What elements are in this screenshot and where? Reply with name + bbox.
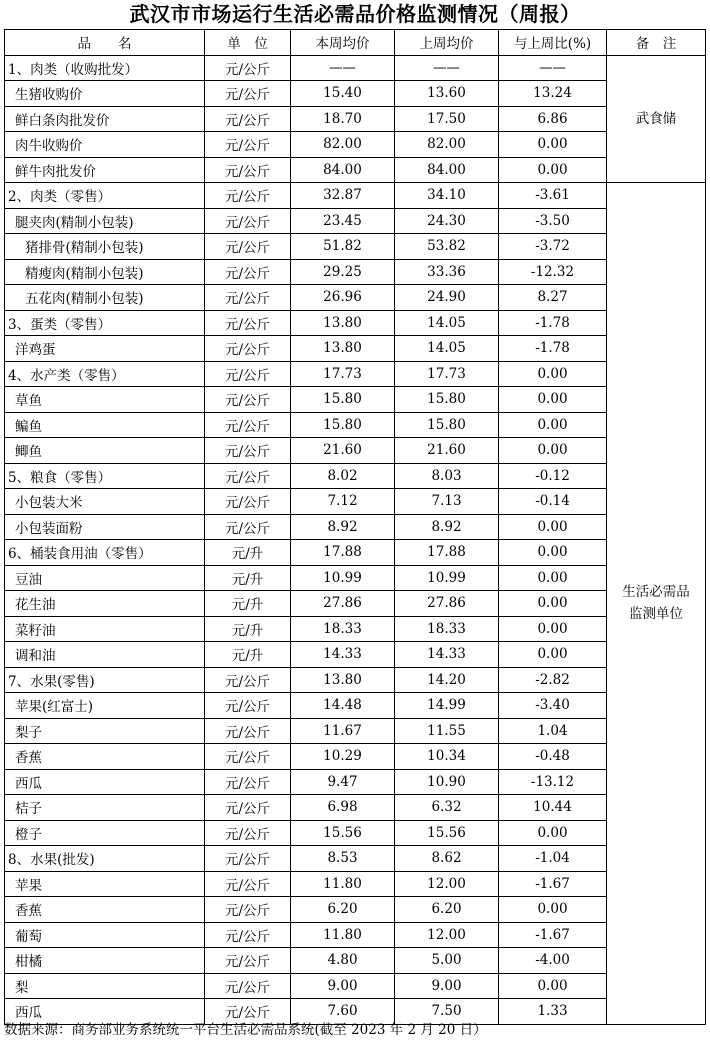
this-week-price-cell: 26.96 — [291, 285, 395, 311]
item-name-cell: 香蕉 — [5, 744, 205, 770]
last-week-price-cell: 7.13 — [395, 489, 499, 515]
last-week-price-cell: —— — [395, 55, 499, 81]
last-week-price-cell: 21.60 — [395, 438, 499, 464]
note-cell-wushichu: 武食储 — [607, 55, 706, 183]
change-percent-cell: 0.00 — [499, 565, 607, 591]
item-name-cell: 苹果(红富士) — [5, 693, 205, 719]
table-row — [5, 820, 706, 846]
change-percent-cell: -1.67 — [499, 871, 607, 897]
change-percent-cell: -12.32 — [499, 259, 607, 285]
price-table — [4, 29, 706, 1025]
change-percent-cell: 0.00 — [499, 514, 607, 540]
this-week-price-cell: 18.33 — [291, 616, 395, 642]
last-week-price-cell: 5.00 — [395, 948, 499, 974]
unit-cell: 元/公斤 — [205, 846, 291, 872]
item-name-cell: 7、水果(零售) — [5, 667, 205, 693]
table-row — [5, 846, 706, 872]
this-week-price-cell: 10.29 — [291, 744, 395, 770]
unit-cell: 元/公斤 — [205, 310, 291, 336]
table-row — [5, 412, 706, 438]
table-row — [5, 106, 706, 132]
this-week-price-cell: 51.82 — [291, 234, 395, 260]
this-week-price-cell: 9.47 — [291, 769, 395, 795]
this-week-price-cell: 9.00 — [291, 973, 395, 999]
col-header-last-week: 上周均价 — [395, 30, 499, 56]
unit-cell: 元/公斤 — [205, 387, 291, 413]
this-week-price-cell: 15.56 — [291, 820, 395, 846]
item-name-cell: 肉牛收购价 — [5, 132, 205, 158]
item-name-cell: 西瓜 — [5, 769, 205, 795]
last-week-price-cell: 13.60 — [395, 81, 499, 107]
table-row — [5, 642, 706, 668]
item-name-cell: 3、蛋类（零售） — [5, 310, 205, 336]
change-percent-cell: 0.00 — [499, 361, 607, 387]
change-percent-cell: 0.00 — [499, 540, 607, 566]
item-name-cell: 菜籽油 — [5, 616, 205, 642]
table-row — [5, 132, 706, 158]
last-week-price-cell: 17.50 — [395, 106, 499, 132]
col-header-name: 品 名 — [5, 30, 205, 56]
item-name-cell: 鲫鱼 — [5, 438, 205, 464]
unit-cell: 元/升 — [205, 642, 291, 668]
last-week-price-cell: 12.00 — [395, 871, 499, 897]
this-week-price-cell: 13.80 — [291, 667, 395, 693]
unit-cell: 元/公斤 — [205, 948, 291, 974]
table-row — [5, 871, 706, 897]
last-week-price-cell: 17.73 — [395, 361, 499, 387]
change-percent-cell: -1.67 — [499, 922, 607, 948]
change-percent-cell: -3.40 — [499, 693, 607, 719]
item-name-cell: 精瘦肉(精制小包装) — [5, 259, 205, 285]
this-week-price-cell: 8.02 — [291, 463, 395, 489]
table-body — [5, 55, 706, 1024]
this-week-price-cell: 13.80 — [291, 336, 395, 362]
last-week-price-cell: 6.20 — [395, 897, 499, 923]
last-week-price-cell: 17.88 — [395, 540, 499, 566]
item-name-cell: 小包装面粉 — [5, 514, 205, 540]
last-week-price-cell: 82.00 — [395, 132, 499, 158]
last-week-price-cell: 14.33 — [395, 642, 499, 668]
item-name-cell: 柑橘 — [5, 948, 205, 974]
unit-cell: 元/公斤 — [205, 55, 291, 81]
table-row — [5, 438, 706, 464]
item-name-cell: 西瓜 — [5, 999, 205, 1025]
last-week-price-cell: 10.99 — [395, 565, 499, 591]
last-week-price-cell: 8.62 — [395, 846, 499, 872]
last-week-price-cell: 24.30 — [395, 208, 499, 234]
item-name-cell: 6、桶装食用油（零售） — [5, 540, 205, 566]
last-week-price-cell: 6.32 — [395, 795, 499, 821]
last-week-price-cell: 14.05 — [395, 310, 499, 336]
change-percent-cell: -1.78 — [499, 310, 607, 336]
last-week-price-cell: 53.82 — [395, 234, 499, 260]
this-week-price-cell: 27.86 — [291, 591, 395, 617]
this-week-price-cell: 6.20 — [291, 897, 395, 923]
note-cell-monitoring-unit — [607, 183, 706, 1025]
unit-cell: 元/公斤 — [205, 820, 291, 846]
change-percent-cell: 8.27 — [499, 285, 607, 311]
item-name-cell: 五花肉(精制小包装) — [5, 285, 205, 311]
unit-cell: 元/公斤 — [205, 361, 291, 387]
table-row — [5, 55, 706, 81]
change-percent-cell: -13.12 — [499, 769, 607, 795]
item-name-cell: 鲜白条肉批发价 — [5, 106, 205, 132]
item-name-cell: 猪排骨(精制小包装) — [5, 234, 205, 260]
unit-cell: 元/公斤 — [205, 157, 291, 183]
last-week-price-cell: 15.80 — [395, 412, 499, 438]
change-percent-cell: 0.00 — [499, 438, 607, 464]
table-row — [5, 208, 706, 234]
item-name-cell: 小包装大米 — [5, 489, 205, 515]
item-name-cell: 梨子 — [5, 718, 205, 744]
note-line: 生活必需品 — [622, 584, 690, 601]
this-week-price-cell: 14.48 — [291, 693, 395, 719]
last-week-price-cell: 18.33 — [395, 616, 499, 642]
table-row — [5, 463, 706, 489]
item-name-cell: 5、粮食（零售） — [5, 463, 205, 489]
table-row — [5, 336, 706, 362]
change-percent-cell: -1.04 — [499, 846, 607, 872]
col-header-this-week: 本周均价 — [291, 30, 395, 56]
this-week-price-cell: 32.87 — [291, 183, 395, 209]
this-week-price-cell: —— — [291, 55, 395, 81]
change-percent-cell: 0.00 — [499, 387, 607, 413]
unit-cell: 元/公斤 — [205, 463, 291, 489]
change-percent-cell: 0.00 — [499, 897, 607, 923]
last-week-price-cell: 7.50 — [395, 999, 499, 1025]
this-week-price-cell: 7.60 — [291, 999, 395, 1025]
item-name-cell: 葡萄 — [5, 922, 205, 948]
table-row — [5, 540, 706, 566]
unit-cell: 元/公斤 — [205, 438, 291, 464]
col-header-change: 与上周比(%) — [499, 30, 607, 56]
last-week-price-cell: 10.90 — [395, 769, 499, 795]
last-week-price-cell: 24.90 — [395, 285, 499, 311]
change-percent-cell: 13.24 — [499, 81, 607, 107]
this-week-price-cell: 23.45 — [291, 208, 395, 234]
table-row — [5, 565, 706, 591]
unit-cell: 元/升 — [205, 591, 291, 617]
change-percent-cell: 1.33 — [499, 999, 607, 1025]
this-week-price-cell: 10.99 — [291, 565, 395, 591]
this-week-price-cell: 13.80 — [291, 310, 395, 336]
table-row — [5, 667, 706, 693]
unit-cell: 元/升 — [205, 616, 291, 642]
change-percent-cell: -0.48 — [499, 744, 607, 770]
last-week-price-cell: 33.36 — [395, 259, 499, 285]
table-row — [5, 81, 706, 107]
this-week-price-cell: 6.98 — [291, 795, 395, 821]
table-row — [5, 973, 706, 999]
this-week-price-cell: 14.33 — [291, 642, 395, 668]
unit-cell: 元/公斤 — [205, 106, 291, 132]
change-percent-cell: —— — [499, 55, 607, 81]
unit-cell: 元/公斤 — [205, 795, 291, 821]
change-percent-cell: 1.04 — [499, 718, 607, 744]
this-week-price-cell: 82.00 — [291, 132, 395, 158]
table-row — [5, 310, 706, 336]
unit-cell: 元/公斤 — [205, 234, 291, 260]
this-week-price-cell: 29.25 — [291, 259, 395, 285]
table-row — [5, 285, 706, 311]
table-row — [5, 718, 706, 744]
last-week-price-cell: 9.00 — [395, 973, 499, 999]
item-name-cell: 8、水果(批发) — [5, 846, 205, 872]
unit-cell: 元/公斤 — [205, 81, 291, 107]
last-week-price-cell: 10.34 — [395, 744, 499, 770]
table-row — [5, 591, 706, 617]
this-week-price-cell: 7.12 — [291, 489, 395, 515]
item-name-cell: 草鱼 — [5, 387, 205, 413]
table-row — [5, 744, 706, 770]
unit-cell: 元/公斤 — [205, 999, 291, 1025]
change-percent-cell: 0.00 — [499, 591, 607, 617]
last-week-price-cell: 14.99 — [395, 693, 499, 719]
unit-cell: 元/公斤 — [205, 769, 291, 795]
this-week-price-cell: 15.80 — [291, 412, 395, 438]
this-week-price-cell: 8.53 — [291, 846, 395, 872]
table-row — [5, 948, 706, 974]
table-row — [5, 387, 706, 413]
item-name-cell: 苹果 — [5, 871, 205, 897]
this-week-price-cell: 11.67 — [291, 718, 395, 744]
table-row — [5, 514, 706, 540]
change-percent-cell: -4.00 — [499, 948, 607, 974]
change-percent-cell: 0.00 — [499, 973, 607, 999]
table-row — [5, 234, 706, 260]
last-week-price-cell: 14.05 — [395, 336, 499, 362]
last-week-price-cell: 12.00 — [395, 922, 499, 948]
unit-cell: 元/公斤 — [205, 667, 291, 693]
change-percent-cell: -3.50 — [499, 208, 607, 234]
this-week-price-cell: 18.70 — [291, 106, 395, 132]
unit-cell: 元/公斤 — [205, 336, 291, 362]
unit-cell: 元/公斤 — [205, 285, 291, 311]
change-percent-cell: -1.78 — [499, 336, 607, 362]
change-percent-cell: 0.00 — [499, 616, 607, 642]
header-row — [5, 30, 706, 56]
this-week-price-cell: 17.88 — [291, 540, 395, 566]
unit-cell: 元/公斤 — [205, 973, 291, 999]
unit-cell: 元/公斤 — [205, 718, 291, 744]
this-week-price-cell: 4.80 — [291, 948, 395, 974]
item-name-cell: 4、水产类（零售） — [5, 361, 205, 387]
unit-cell: 元/公斤 — [205, 208, 291, 234]
unit-cell: 元/公斤 — [205, 259, 291, 285]
item-name-cell: 香蕉 — [5, 897, 205, 923]
report-title: 武汉市市场运行生活必需品价格监测情况（周报） — [129, 2, 581, 26]
last-week-price-cell: 27.86 — [395, 591, 499, 617]
change-percent-cell: 0.00 — [499, 132, 607, 158]
data-source-footer: 数据来源：商务部业务系统统一平台生活必需品系统(截至 2023 年 2 月 20 日） — [4, 1022, 487, 1038]
unit-cell: 元/公斤 — [205, 489, 291, 515]
table-row — [5, 769, 706, 795]
table-row — [5, 795, 706, 821]
item-name-cell: 桔子 — [5, 795, 205, 821]
unit-cell: 元/升 — [205, 540, 291, 566]
last-week-price-cell: 8.03 — [395, 463, 499, 489]
change-percent-cell: 0.00 — [499, 642, 607, 668]
table-row — [5, 897, 706, 923]
unit-cell: 元/公斤 — [205, 744, 291, 770]
unit-cell: 元/公斤 — [205, 514, 291, 540]
unit-cell: 元/公斤 — [205, 871, 291, 897]
table-row — [5, 616, 706, 642]
last-week-price-cell: 11.55 — [395, 718, 499, 744]
table-row — [5, 922, 706, 948]
unit-cell: 元/公斤 — [205, 183, 291, 209]
table-row — [5, 183, 706, 209]
col-header-unit: 单 位 — [205, 30, 291, 56]
item-name-cell: 花生油 — [5, 591, 205, 617]
item-name-cell: 生猪收购价 — [5, 81, 205, 107]
item-name-cell: 2、肉类（零售） — [5, 183, 205, 209]
col-header-notes: 备 注 — [607, 30, 706, 56]
last-week-price-cell: 14.20 — [395, 667, 499, 693]
unit-cell: 元/公斤 — [205, 693, 291, 719]
this-week-price-cell: 15.80 — [291, 387, 395, 413]
unit-cell: 元/公斤 — [205, 412, 291, 438]
note-line: 监测单位 — [629, 606, 683, 623]
table-row — [5, 259, 706, 285]
unit-cell: 元/公斤 — [205, 132, 291, 158]
this-week-price-cell: 11.80 — [291, 871, 395, 897]
change-percent-cell: -3.72 — [499, 234, 607, 260]
last-week-price-cell: 15.56 — [395, 820, 499, 846]
item-name-cell: 鳊鱼 — [5, 412, 205, 438]
table-row — [5, 361, 706, 387]
item-name-cell: 洋鸡蛋 — [5, 336, 205, 362]
item-name-cell: 调和油 — [5, 642, 205, 668]
last-week-price-cell: 8.92 — [395, 514, 499, 540]
unit-cell: 元/公斤 — [205, 897, 291, 923]
unit-cell: 元/公斤 — [205, 922, 291, 948]
this-week-price-cell: 17.73 — [291, 361, 395, 387]
item-name-cell: 鲜牛肉批发价 — [5, 157, 205, 183]
change-percent-cell: 6.86 — [499, 106, 607, 132]
this-week-price-cell: 21.60 — [291, 438, 395, 464]
change-percent-cell: -0.14 — [499, 489, 607, 515]
item-name-cell: 1、肉类（收购批发） — [5, 55, 205, 81]
change-percent-cell: 0.00 — [499, 412, 607, 438]
change-percent-cell: 0.00 — [499, 820, 607, 846]
unit-cell: 元/升 — [205, 565, 291, 591]
this-week-price-cell: 15.40 — [291, 81, 395, 107]
table-row — [5, 693, 706, 719]
change-percent-cell: 0.00 — [499, 157, 607, 183]
this-week-price-cell: 8.92 — [291, 514, 395, 540]
change-percent-cell: -3.61 — [499, 183, 607, 209]
change-percent-cell: -0.12 — [499, 463, 607, 489]
last-week-price-cell: 84.00 — [395, 157, 499, 183]
item-name-cell: 腿夹肉(精制小包装) — [5, 208, 205, 234]
change-percent-cell: -2.82 — [499, 667, 607, 693]
item-name-cell: 橙子 — [5, 820, 205, 846]
last-week-price-cell: 34.10 — [395, 183, 499, 209]
last-week-price-cell: 15.80 — [395, 387, 499, 413]
table-row — [5, 489, 706, 515]
this-week-price-cell: 84.00 — [291, 157, 395, 183]
item-name-cell: 梨 — [5, 973, 205, 999]
this-week-price-cell: 11.80 — [291, 922, 395, 948]
item-name-cell: 豆油 — [5, 565, 205, 591]
table-row — [5, 157, 706, 183]
change-percent-cell: 10.44 — [499, 795, 607, 821]
